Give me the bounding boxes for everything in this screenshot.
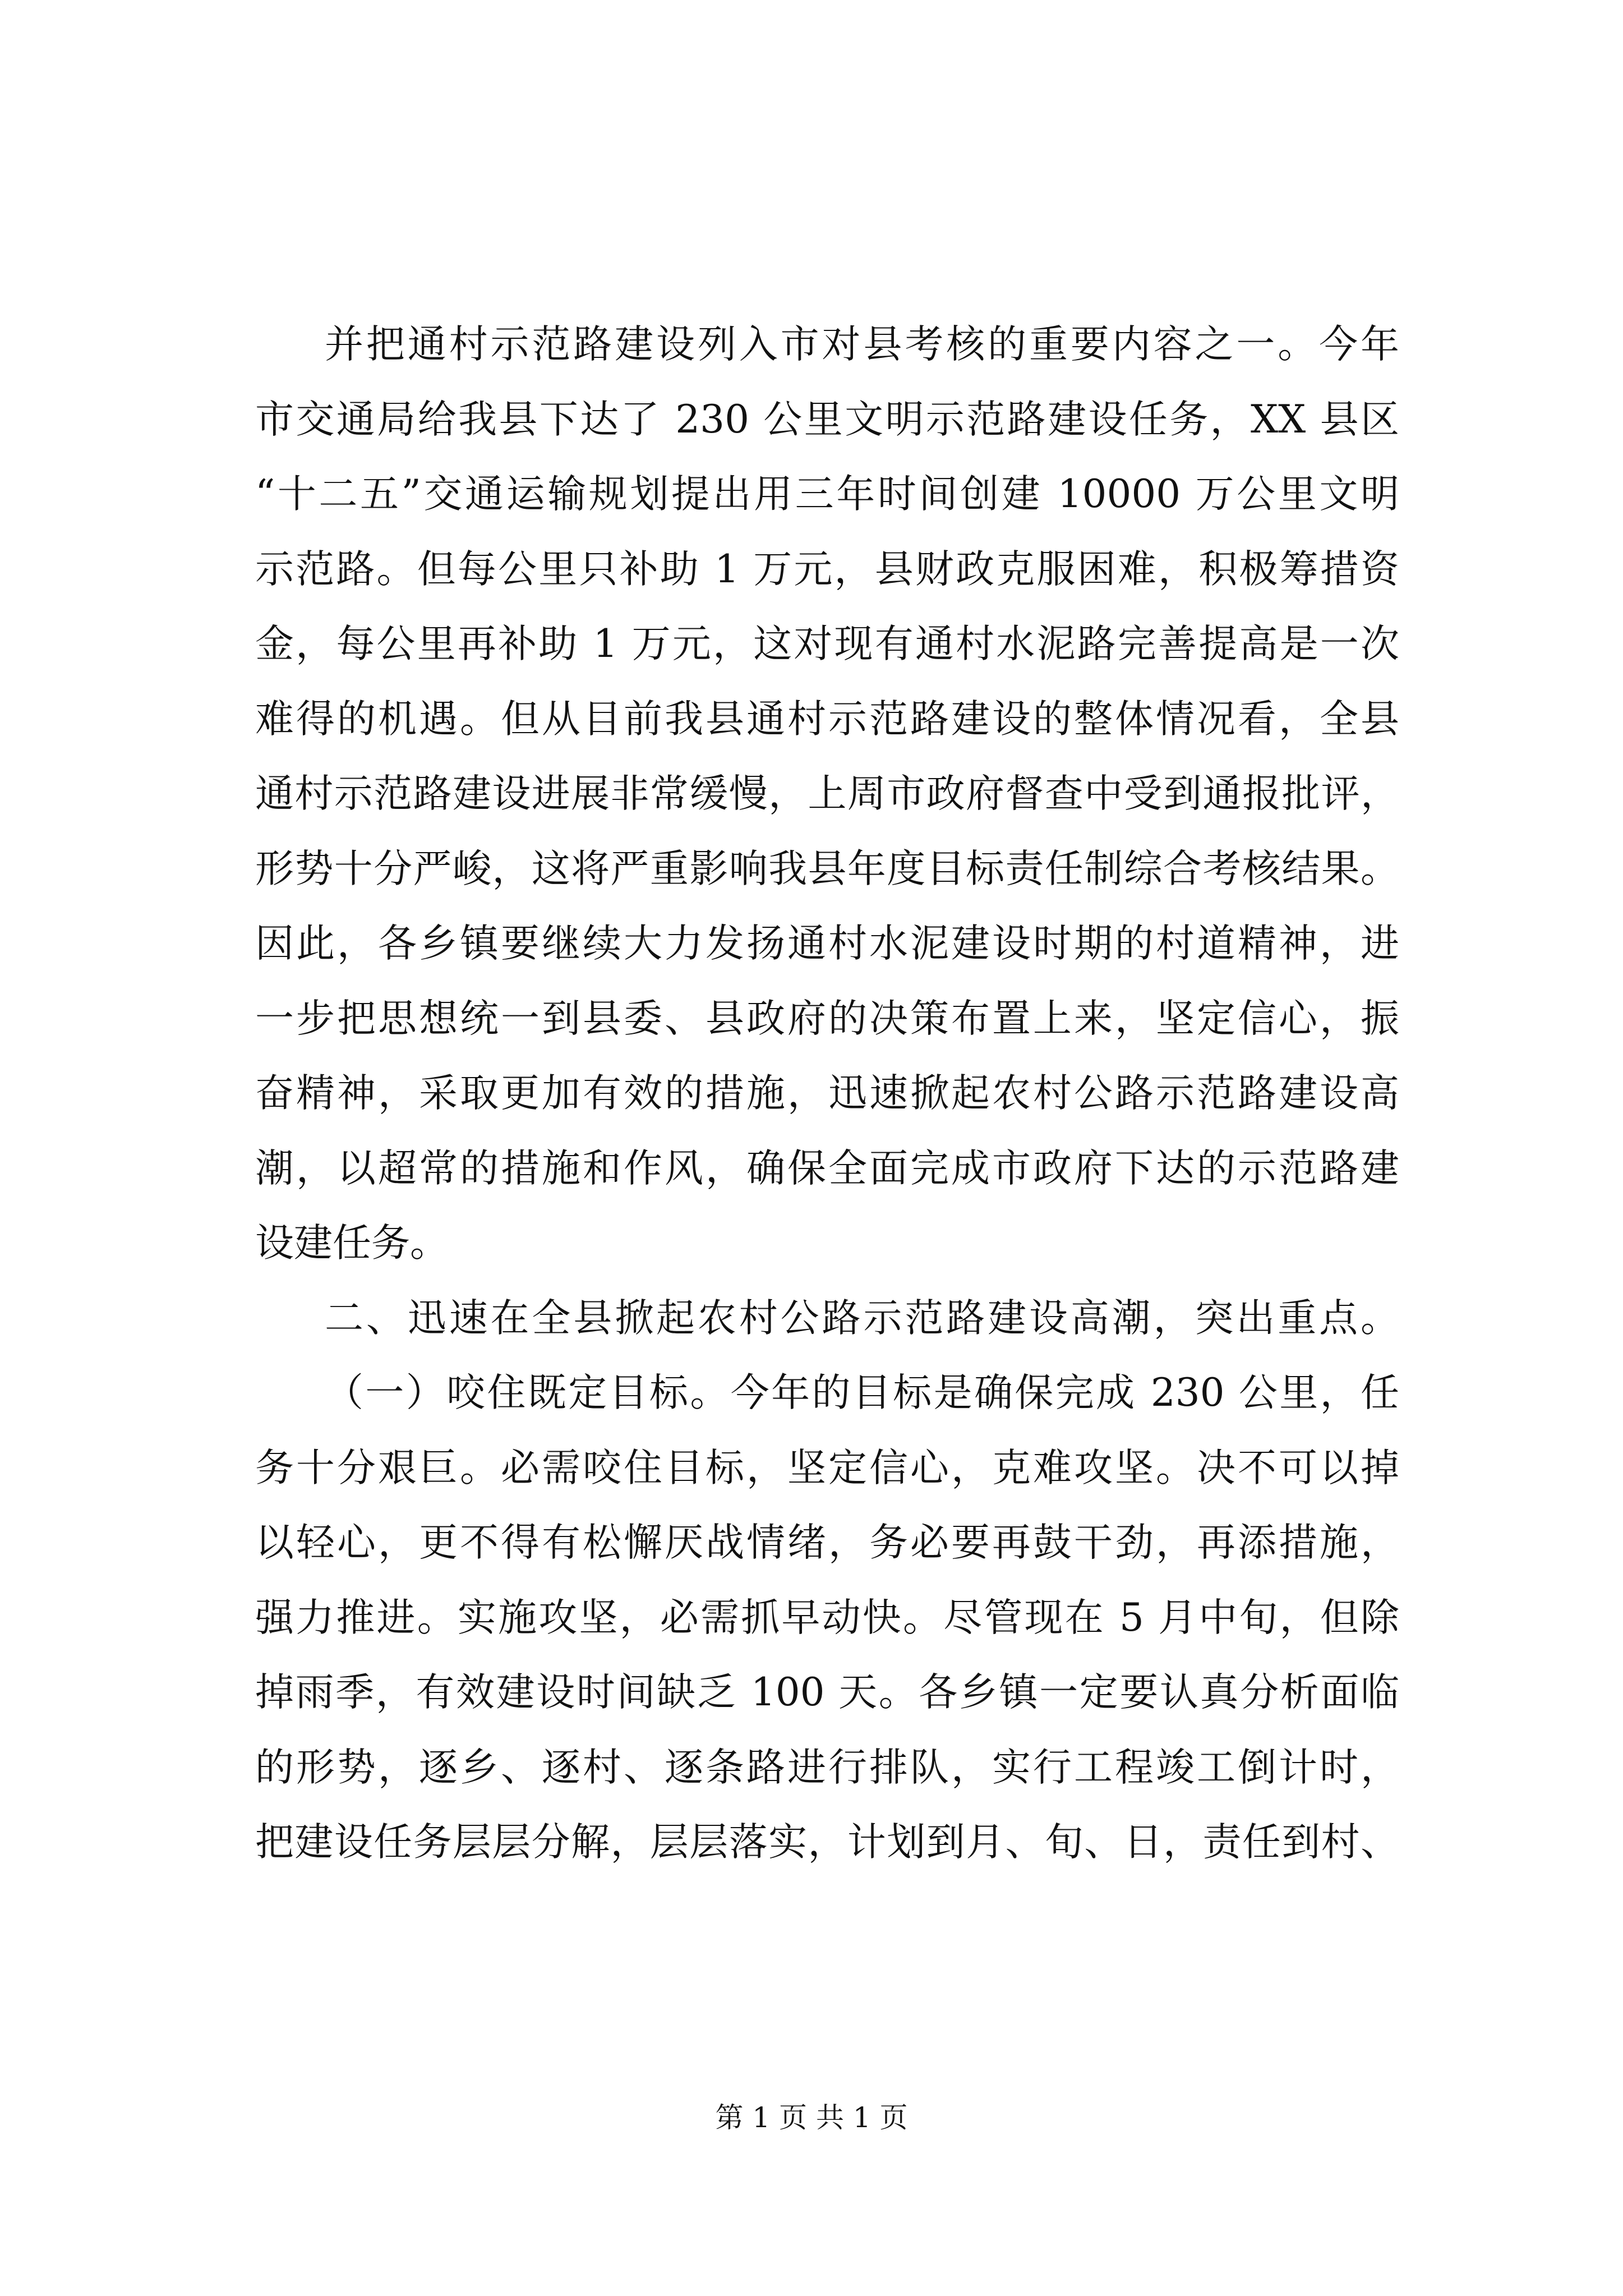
text-line: 市交通局给我县下达了 230 公里文明示范路建设任务，XX 县区 bbox=[255, 397, 1399, 442]
text-line: 奋精神，采取更加有效的措施，迅速掀起农村公路示范路建设高 bbox=[255, 1071, 1399, 1116]
text-line: 设建任务。 bbox=[255, 1221, 449, 1266]
text-line: 以轻心，更不得有松懈厌战情绪，务必要再鼓干劲，再添措施， bbox=[255, 1520, 1399, 1565]
text-line: 金，每公里再补助 1 万元，这对现有通村水泥路完善提高是一次 bbox=[255, 622, 1399, 666]
text-line: 的形势，逐乡、逐村、逐条路进行排队，实行工程竣工倒计时， bbox=[255, 1745, 1399, 1790]
page-footer: 第 1 页 共 1 页 bbox=[715, 2101, 908, 2134]
text-line: 一步把思想统一到县委、县政府的决策布置上来，坚定信心，振 bbox=[255, 996, 1399, 1041]
text-line: 潮，以超常的措施和作风，确保全面完成市政府下达的示范路建 bbox=[255, 1145, 1399, 1191]
text-line: （一）咬住既定目标。今年的目标是确保完成 230 公里，任 bbox=[325, 1370, 1399, 1415]
text-line: 难得的机遇。但从目前我县通村示范路建设的整体情况看，全县 bbox=[255, 696, 1399, 742]
text-line: 因此，各乡镇要继续大力发扬通村水泥建设时期的村道精神，进 bbox=[255, 921, 1399, 966]
section-heading: 二、迅速在全县掀起农村公路示范路建设高潮，突出重点。 bbox=[325, 1295, 1399, 1341]
text-line: 强力推进。实施攻坚，必需抓早动快。尽管现在 5 月中旬，但除 bbox=[255, 1595, 1399, 1640]
document-body bbox=[255, 307, 1399, 1880]
text-line: 把建设任务层层分解，层层落实，计划到月、旬、日，责任到村、 bbox=[255, 1820, 1399, 1865]
text-line: 务十分艰巨。必需咬住目标，坚定信心，克难攻坚。决不可以掉 bbox=[255, 1445, 1399, 1490]
text-line: 掉雨季，有效建设时间缺乏 100 天。各乡镇一定要认真分析面临 bbox=[255, 1670, 1399, 1715]
text-line: 通村示范路建设进展非常缓慢，上周市政府督查中受到通报批评， bbox=[255, 771, 1399, 816]
text-line: 示范路。但每公里只补助 1 万元，县财政克服困难，积极筹措资 bbox=[255, 546, 1399, 592]
text-line: “十二五”交通运输规划提出用三年时间创建 10000 万公里文明 bbox=[255, 472, 1399, 517]
text-line: 形势十分严峻，这将严重影响我县年度目标责任制综合考核结果。 bbox=[255, 846, 1399, 891]
text-line: 并把通村示范路建设列入市对县考核的重要内容之一。今年 bbox=[325, 322, 1399, 367]
